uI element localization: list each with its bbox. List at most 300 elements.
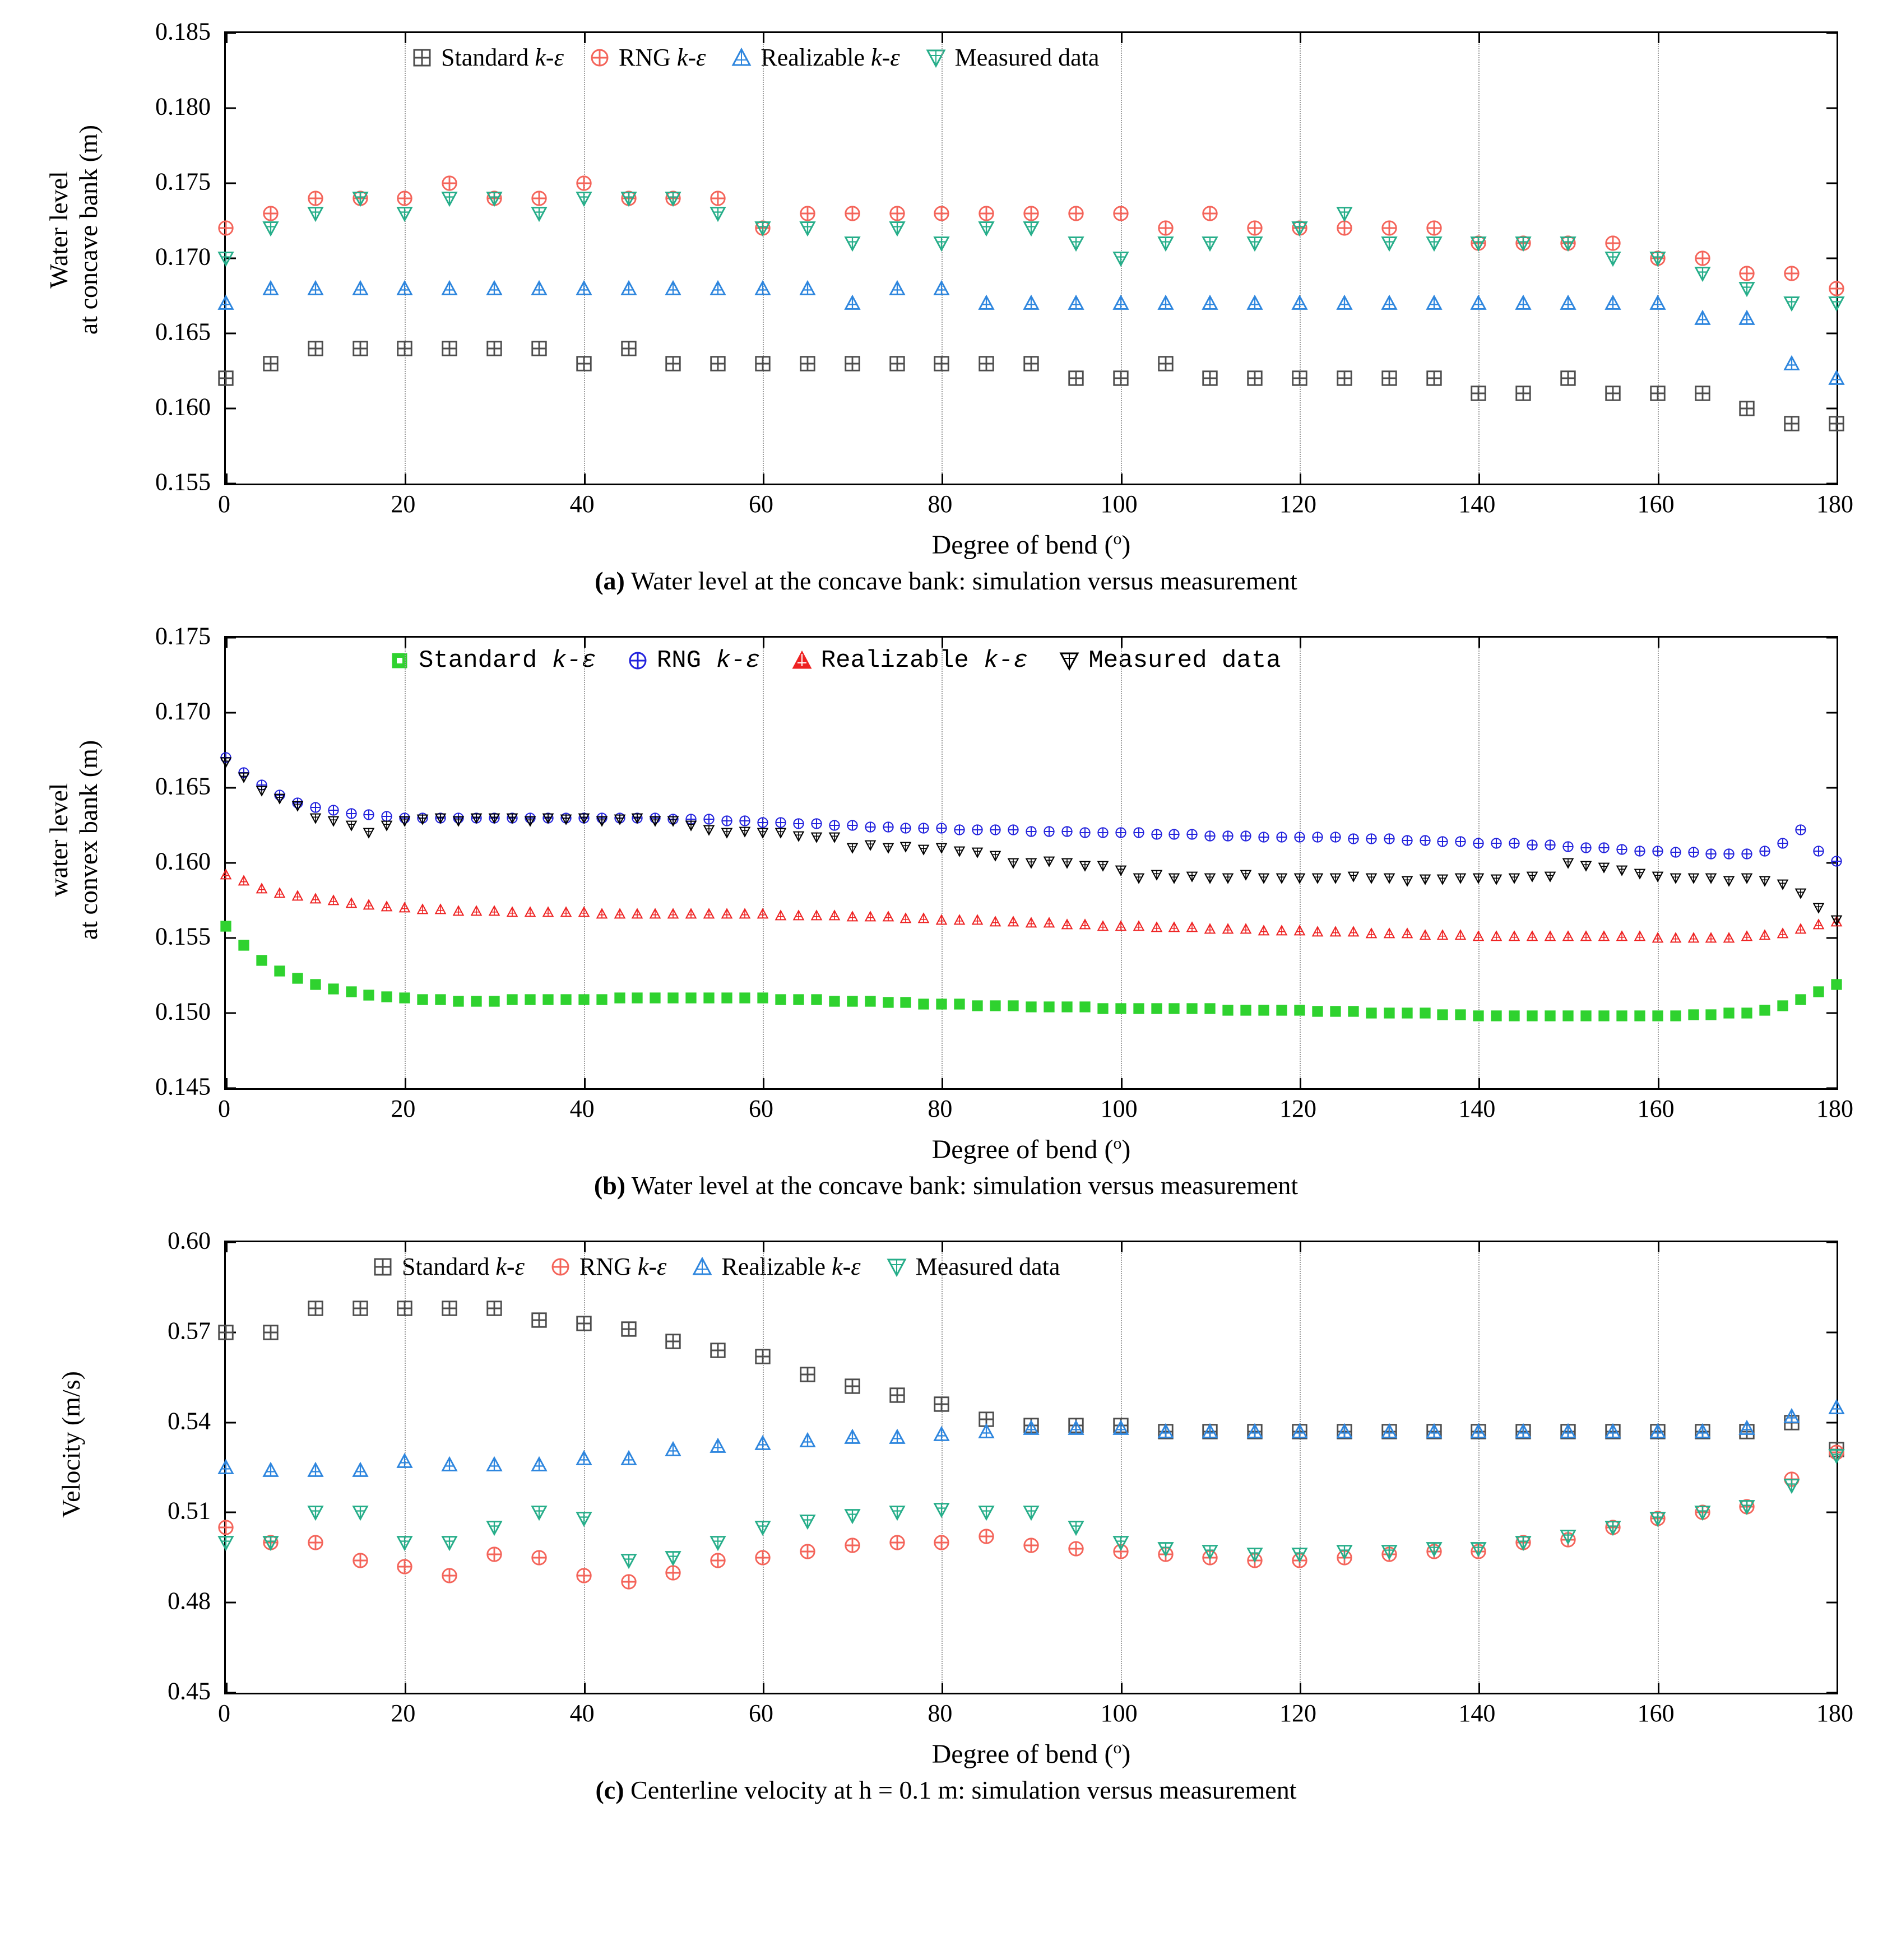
data-point xyxy=(1380,1422,1399,1441)
data-point xyxy=(1543,838,1557,852)
data-point xyxy=(864,910,877,923)
data-point xyxy=(1508,930,1521,943)
data-point xyxy=(1022,1503,1041,1522)
data-point xyxy=(1525,1009,1539,1023)
x-tick-mark xyxy=(942,473,943,484)
data-point xyxy=(932,279,951,298)
data-point xyxy=(932,1533,951,1552)
data-point xyxy=(1782,1476,1801,1495)
data-point xyxy=(753,354,772,373)
data-point xyxy=(888,354,907,373)
data-point xyxy=(1150,1002,1163,1015)
data-point xyxy=(1603,249,1622,268)
chart-b-ylabel: water level at convex bank (m) xyxy=(44,740,103,940)
data-point xyxy=(1687,1008,1700,1021)
data-point xyxy=(398,991,411,1005)
data-point xyxy=(1693,1422,1712,1441)
x-tick-mark xyxy=(405,1242,406,1252)
x-tick-mark xyxy=(1658,33,1659,43)
data-point xyxy=(932,1395,951,1414)
data-point xyxy=(1436,835,1449,848)
data-point xyxy=(574,354,593,373)
data-point xyxy=(1559,1527,1578,1546)
data-point xyxy=(470,995,483,1008)
data-point xyxy=(255,954,268,967)
data-point xyxy=(1651,844,1664,858)
data-point xyxy=(506,811,519,825)
data-point xyxy=(899,912,912,925)
data-point xyxy=(1096,859,1110,872)
data-point xyxy=(530,339,549,358)
square-plus-icon xyxy=(372,1256,394,1278)
circle-plus-icon xyxy=(627,649,649,672)
data-point xyxy=(989,999,1002,1012)
triangle-up-icon xyxy=(730,47,753,69)
data-point xyxy=(1633,867,1647,880)
data-point xyxy=(664,354,683,373)
data-point xyxy=(1543,930,1557,943)
data-point xyxy=(882,910,895,923)
data-point xyxy=(327,982,340,996)
data-point xyxy=(664,1548,683,1567)
chart-c-ylabel: Velocity (m/s) xyxy=(57,1371,85,1518)
data-point xyxy=(1812,844,1825,858)
data-point xyxy=(798,1512,817,1531)
caption-c-text: Centerline velocity at h = 0.1 m: simulation versus measurement xyxy=(630,1776,1297,1804)
legend-label-realizable: Realizable k-ε xyxy=(721,1253,861,1280)
y-tick-label: 0.165 xyxy=(155,772,211,800)
x-tick-mark xyxy=(763,1683,764,1693)
data-point xyxy=(756,991,769,1005)
data-point xyxy=(1603,294,1622,313)
data-point xyxy=(899,840,912,853)
x-tick-mark xyxy=(405,33,406,43)
data-point xyxy=(888,1533,907,1552)
data-point xyxy=(1469,384,1488,403)
data-point xyxy=(774,826,787,839)
data-point xyxy=(1347,832,1360,846)
data-point xyxy=(1311,925,1324,939)
legend-entry-realizable xyxy=(691,1252,860,1281)
data-point xyxy=(630,991,644,1005)
data-point xyxy=(932,204,951,223)
data-point xyxy=(1782,294,1801,313)
data-point xyxy=(1066,204,1086,223)
data-point xyxy=(1737,309,1756,328)
chart-a-xlabel: Degree of bend ($^o$) xyxy=(931,530,1131,560)
circle-plus-icon xyxy=(549,1256,572,1278)
y-tick-mark xyxy=(226,862,236,864)
data-point xyxy=(1380,234,1399,253)
data-point xyxy=(485,1518,504,1537)
data-point xyxy=(1436,928,1449,942)
data-point xyxy=(1508,871,1521,885)
data-point xyxy=(1311,871,1324,885)
data-point xyxy=(1383,927,1396,940)
data-point xyxy=(971,846,984,859)
data-point xyxy=(882,820,895,834)
data-point xyxy=(1156,1422,1175,1441)
data-point xyxy=(395,339,414,358)
data-point xyxy=(440,339,459,358)
x-tick-label: 80 xyxy=(928,1699,953,1727)
data-point xyxy=(1024,825,1038,838)
data-point xyxy=(843,1506,862,1525)
data-point xyxy=(395,1533,414,1552)
data-point xyxy=(1167,828,1181,841)
data-point xyxy=(261,1461,280,1480)
data-point xyxy=(1096,826,1110,839)
data-point xyxy=(273,886,286,900)
data-point xyxy=(1782,414,1801,433)
data-point xyxy=(971,823,984,837)
data-point xyxy=(977,1527,996,1546)
legend-label-standard: Standard k-ε xyxy=(419,647,596,675)
data-point xyxy=(530,204,549,223)
x-tick-mark xyxy=(1121,473,1123,484)
data-point xyxy=(541,905,555,919)
data-point xyxy=(720,826,734,839)
caption-b-text: Water level at the concave bank: simulation versus measurement xyxy=(631,1171,1299,1200)
x-tick-mark xyxy=(1478,33,1480,43)
data-point xyxy=(1633,844,1647,858)
data-point xyxy=(1561,1009,1575,1023)
data-point xyxy=(1245,369,1264,388)
data-point xyxy=(1022,219,1041,238)
data-point xyxy=(1311,830,1324,844)
data-point xyxy=(702,823,716,837)
data-point xyxy=(664,279,683,298)
data-point xyxy=(1776,837,1789,850)
data-point xyxy=(1794,823,1807,837)
data-point xyxy=(1603,1422,1622,1441)
y-tick-mark xyxy=(1826,637,1837,639)
data-point xyxy=(708,1437,727,1456)
data-point xyxy=(1257,924,1270,937)
data-point xyxy=(261,219,280,238)
data-point xyxy=(395,1452,414,1471)
data-point xyxy=(619,1572,638,1591)
data-point xyxy=(1329,925,1342,939)
chart-b xyxy=(17,610,1875,1165)
data-point xyxy=(398,814,411,828)
data-point xyxy=(810,830,823,844)
data-point xyxy=(888,1503,907,1522)
data-point xyxy=(977,354,996,373)
data-point xyxy=(1293,830,1306,844)
data-point xyxy=(1693,384,1712,403)
data-point xyxy=(309,892,322,905)
data-point xyxy=(708,204,727,223)
x-tick-label: 100 xyxy=(1100,490,1138,518)
data-point xyxy=(306,1503,325,1522)
data-point xyxy=(1737,1419,1756,1438)
data-point xyxy=(935,913,948,927)
data-point xyxy=(1827,369,1846,388)
data-point xyxy=(828,819,841,832)
y-tick-mark xyxy=(1826,1012,1837,1014)
data-point xyxy=(753,1347,772,1366)
y-tick-label: 0.60 xyxy=(168,1227,211,1255)
x-tick-label: 100 xyxy=(1100,1699,1138,1727)
data-point xyxy=(1651,931,1664,945)
data-point xyxy=(574,1566,593,1585)
data-point xyxy=(1597,930,1611,943)
data-point xyxy=(613,907,627,921)
data-point xyxy=(1335,204,1354,223)
data-point xyxy=(1383,832,1396,846)
data-point xyxy=(828,995,841,1008)
data-point xyxy=(882,841,895,854)
data-point xyxy=(684,907,698,921)
data-point xyxy=(1078,826,1092,839)
data-point xyxy=(843,1377,862,1396)
data-point xyxy=(1200,234,1219,253)
data-point xyxy=(1776,927,1789,940)
x-tick-mark xyxy=(226,1242,228,1252)
y-tick-mark xyxy=(226,1602,236,1604)
x-tick-mark xyxy=(1837,473,1838,484)
data-point xyxy=(1669,846,1682,859)
data-point xyxy=(756,826,769,839)
data-point xyxy=(1114,919,1128,933)
data-point xyxy=(273,792,286,805)
y-tick-mark xyxy=(226,108,236,109)
data-point xyxy=(1275,1004,1288,1017)
data-point xyxy=(1245,294,1264,313)
x-tick-label: 0 xyxy=(218,1095,230,1122)
x-tick-label: 20 xyxy=(391,1095,416,1122)
gridline xyxy=(405,638,406,1088)
data-point xyxy=(351,189,370,208)
data-point xyxy=(1114,863,1128,877)
data-point xyxy=(1096,919,1110,933)
data-point xyxy=(828,830,841,844)
y-tick-mark xyxy=(1826,108,1837,109)
data-point xyxy=(1603,1518,1622,1537)
data-point xyxy=(1007,823,1020,837)
x-tick-mark xyxy=(1478,638,1480,648)
legend-label-rng: RNG k-ε xyxy=(618,44,706,71)
data-point xyxy=(917,821,930,835)
data-point xyxy=(1024,1000,1038,1014)
data-point xyxy=(351,1299,370,1318)
data-point xyxy=(1275,924,1288,937)
data-point xyxy=(1490,1009,1503,1023)
data-point xyxy=(1525,930,1539,943)
data-point xyxy=(1111,1533,1130,1552)
data-point xyxy=(440,1533,459,1552)
data-point xyxy=(664,1332,683,1351)
data-point xyxy=(798,1365,817,1384)
data-point xyxy=(1150,828,1163,841)
x-tick-mark xyxy=(405,1683,406,1693)
data-point xyxy=(1633,930,1647,943)
gridline xyxy=(763,33,764,484)
data-point xyxy=(1827,294,1846,313)
x-tick-label: 140 xyxy=(1458,490,1496,518)
legend-label-measured: Measured data xyxy=(1088,647,1281,675)
x-tick-label: 120 xyxy=(1279,1699,1316,1727)
caption-a-label: (a) xyxy=(595,566,625,595)
y-tick-mark xyxy=(1826,1692,1837,1694)
data-point xyxy=(380,900,393,913)
square-plus-icon xyxy=(411,47,433,69)
data-point xyxy=(219,755,233,769)
data-point xyxy=(1290,1422,1309,1441)
data-point xyxy=(1042,1000,1056,1014)
data-point xyxy=(888,1386,907,1405)
data-point xyxy=(1615,930,1629,943)
data-point xyxy=(1245,1422,1264,1441)
data-point xyxy=(559,905,573,919)
data-point xyxy=(1200,1422,1219,1441)
data-point xyxy=(888,1428,907,1447)
data-point xyxy=(1525,838,1539,852)
data-point xyxy=(792,829,805,843)
data-point xyxy=(708,1551,727,1570)
data-point xyxy=(720,991,734,1005)
data-point xyxy=(1490,930,1503,943)
y-tick-label: 0.57 xyxy=(168,1317,211,1345)
data-point xyxy=(1293,1004,1306,1017)
data-point xyxy=(1669,871,1682,885)
data-point xyxy=(1669,931,1682,945)
data-point xyxy=(1383,1006,1396,1020)
data-point xyxy=(846,841,859,854)
data-point xyxy=(1221,871,1235,885)
data-point xyxy=(1648,294,1667,313)
data-point xyxy=(1185,921,1199,934)
data-point xyxy=(648,907,662,921)
data-point xyxy=(1293,871,1306,885)
data-point xyxy=(932,1425,951,1444)
data-point xyxy=(738,825,752,838)
data-point xyxy=(1425,1539,1444,1558)
gridline xyxy=(1478,33,1480,484)
data-point xyxy=(1758,844,1772,858)
gridline xyxy=(584,33,585,484)
data-point xyxy=(917,997,930,1011)
chart-a-ylabel: Water level at concave bank (m) xyxy=(44,124,103,335)
data-point xyxy=(753,219,772,238)
data-point xyxy=(1425,294,1444,313)
x-tick-mark xyxy=(1658,473,1659,484)
data-point xyxy=(216,249,235,268)
data-point xyxy=(1812,901,1825,914)
data-point xyxy=(362,988,375,1002)
data-point xyxy=(291,972,304,985)
data-point xyxy=(523,814,537,828)
legend-entry-rng xyxy=(588,43,706,72)
x-tick-mark xyxy=(405,473,406,484)
x-tick-mark xyxy=(584,1242,586,1252)
data-point xyxy=(1454,871,1467,885)
data-point xyxy=(1365,832,1378,846)
data-point xyxy=(798,1542,817,1561)
data-point xyxy=(1687,871,1700,885)
data-point xyxy=(1096,1002,1110,1015)
x-tick-label: 0 xyxy=(218,490,230,518)
data-point xyxy=(1597,1009,1611,1023)
caption-a xyxy=(17,566,1875,596)
data-point xyxy=(1022,1536,1041,1555)
data-point xyxy=(216,1458,235,1477)
panel-a xyxy=(17,6,1875,596)
legend-entry-realizable xyxy=(730,43,899,72)
data-point xyxy=(309,811,322,825)
y-tick-label: 0.160 xyxy=(155,393,211,421)
data-point xyxy=(1758,1004,1772,1017)
data-point xyxy=(664,1440,683,1459)
data-point xyxy=(953,823,966,837)
data-point xyxy=(792,993,805,1006)
x-tick-label: 60 xyxy=(749,1095,773,1122)
chart-c xyxy=(17,1215,1875,1769)
x-tick-label: 0 xyxy=(218,1699,230,1727)
data-point xyxy=(648,991,662,1005)
data-point xyxy=(351,339,370,358)
data-point xyxy=(1704,931,1718,945)
chart-a-plot-area xyxy=(224,31,1838,485)
x-tick-mark xyxy=(1658,1242,1659,1252)
data-point xyxy=(1132,1002,1146,1015)
data-point xyxy=(1648,384,1667,403)
y-tick-mark xyxy=(1826,183,1837,184)
gridline xyxy=(405,33,406,484)
data-point xyxy=(306,204,325,223)
data-point xyxy=(395,1557,414,1576)
data-point xyxy=(219,919,233,933)
data-point xyxy=(619,189,638,208)
data-point xyxy=(1722,1006,1736,1020)
data-point xyxy=(843,354,862,373)
data-point xyxy=(1561,856,1575,870)
data-point xyxy=(1559,369,1578,388)
data-point xyxy=(261,279,280,298)
data-point xyxy=(1737,399,1756,418)
y-tick-mark xyxy=(226,408,236,410)
y-tick-mark xyxy=(226,1012,236,1014)
x-tick-mark xyxy=(1300,1242,1301,1252)
data-point xyxy=(351,1503,370,1522)
data-point xyxy=(666,991,680,1005)
data-point xyxy=(530,1503,549,1522)
data-point xyxy=(351,1551,370,1570)
y-tick-mark xyxy=(1826,32,1837,34)
y-tick-mark xyxy=(1826,258,1837,259)
data-point xyxy=(1335,1542,1354,1561)
x-tick-mark xyxy=(226,33,228,43)
data-point xyxy=(1425,1422,1444,1441)
x-tick-mark xyxy=(1121,1078,1123,1088)
data-point xyxy=(530,1548,549,1567)
data-point xyxy=(216,219,235,238)
y-tick-label: 0.170 xyxy=(155,697,211,725)
caption-a-text: Water level at the concave bank: simulation versus measurement xyxy=(630,566,1297,595)
data-point xyxy=(574,1314,593,1333)
data-point xyxy=(1722,931,1736,945)
y-tick-mark xyxy=(226,333,236,335)
legend-entry-standard xyxy=(388,647,596,675)
data-point xyxy=(1469,294,1488,313)
data-point xyxy=(738,907,752,921)
data-point xyxy=(577,993,591,1006)
data-point xyxy=(899,996,912,1009)
data-point xyxy=(530,279,549,298)
x-tick-mark xyxy=(584,638,586,648)
data-point xyxy=(684,819,698,832)
